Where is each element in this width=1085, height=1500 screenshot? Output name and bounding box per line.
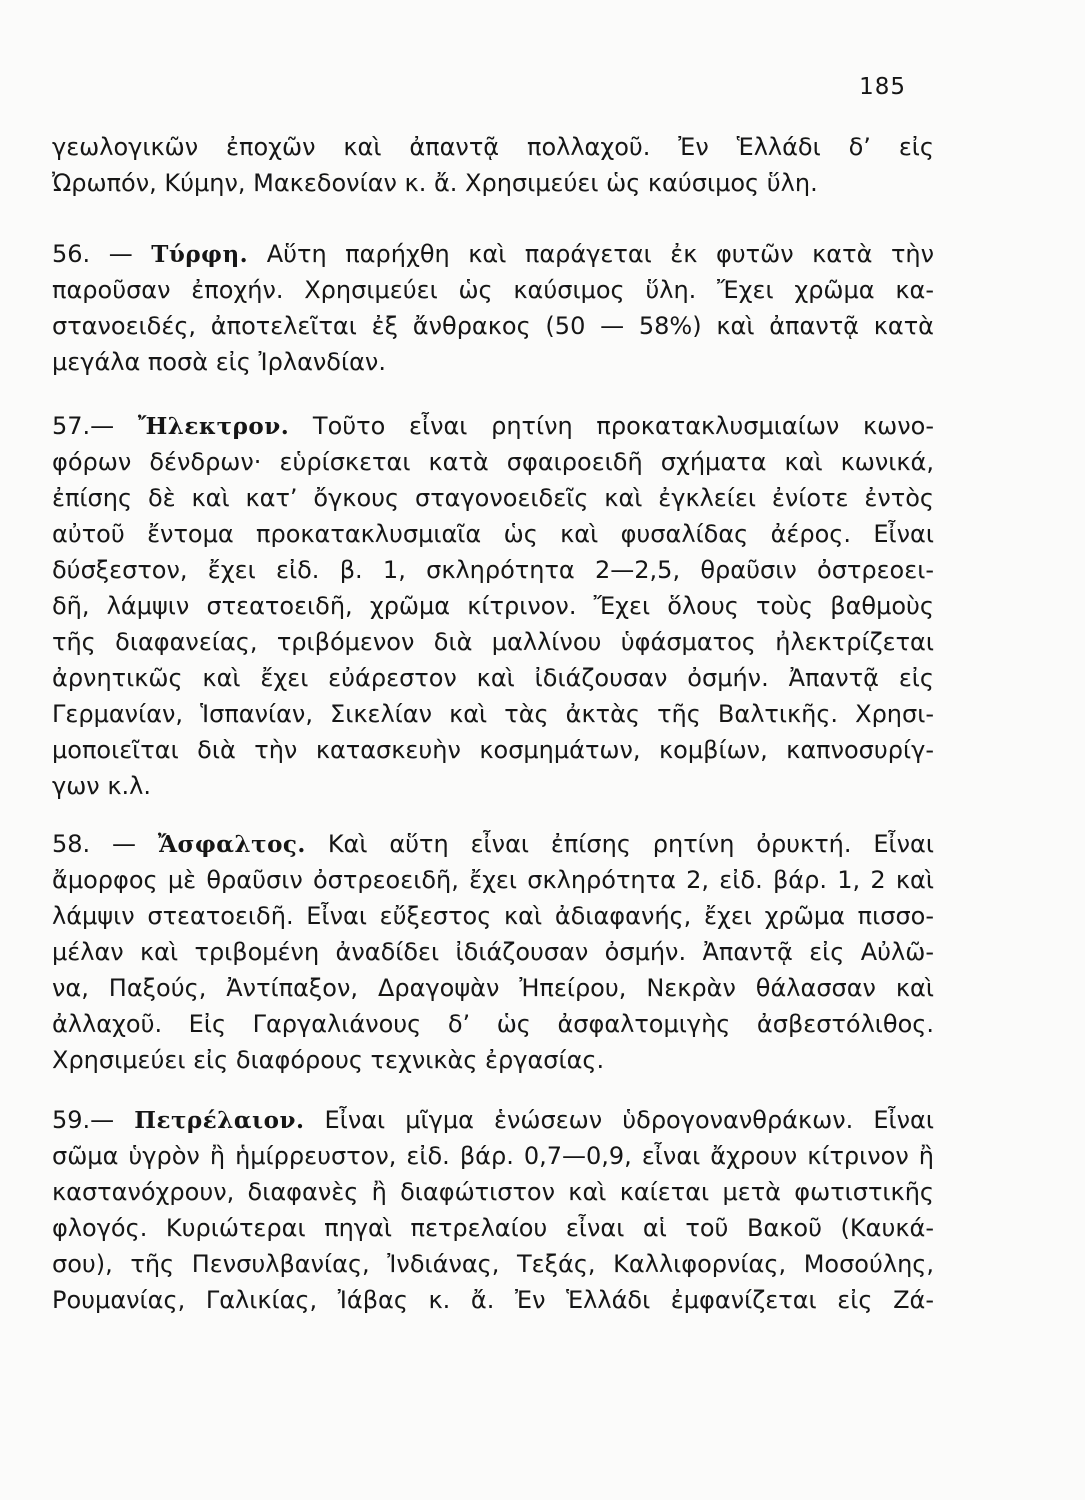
paragraph-line: Γερμανίαν, Ἱσπανίαν, Σικελίαν καὶ τὰς ἀκτὰς τῆς Βαλτικῆς. Χρησι- bbox=[52, 700, 934, 728]
entry-58-asphalt bbox=[52, 826, 934, 1078]
entry-text: Εἶναι μῖγμα ἑνώσεων ὑδρογονανθράκων. Εἶναι bbox=[324, 1106, 934, 1134]
paragraph-line: λάμψιν στεατοειδῆ. Εἶναι εὔξεστος καὶ ἀδιαφανής, ἔχει χρῶμα πισσο- bbox=[52, 902, 934, 930]
entry-first-line bbox=[52, 1102, 934, 1138]
paragraph-line: Ὠρωπόν, Κύμην, Μακεδονίαν κ. ἄ. Χρησιμεύει ὡς καύσιμος ὕλη. bbox=[52, 169, 818, 197]
paragraph-line: δύσξεστον, ἔχει εἰδ. β. 1, σκληρότητα 2—2,5, θραῦσιν ὀστρεοει- bbox=[52, 556, 934, 584]
paragraph-line: ἐπίσης δὲ καὶ κατ’ ὄγκους σταγονοειδεῖς καὶ ἐγκλείει ἐνίοτε ἐντὸς bbox=[52, 484, 934, 512]
page-number: 185 bbox=[859, 74, 906, 100]
entry-number: 58. — bbox=[52, 830, 137, 858]
entry-number: 59.— bbox=[52, 1106, 115, 1134]
entry-text: Τοῦτο εἶναι ρητίνη προκατακλυσμιαίων κωνο- bbox=[312, 412, 934, 440]
paragraph-line: ἄμορφος μὲ θραῦσιν ὀστρεοειδῆ, ἔχει σκληρότητα 2, εἰδ. βάρ. 1, 2 καὶ bbox=[52, 866, 934, 894]
entry-title: Τύρφη. bbox=[151, 241, 249, 268]
entry-title: Ἤλεκτρον. bbox=[137, 413, 290, 440]
paragraph-line: τῆς διαφανείας, τριβόμενον διὰ μαλλίνου ὑφάσματος ἠλεκτρίζεται bbox=[52, 628, 934, 656]
paragraph-line: δῆ, λάμψιν στεατοειδῆ, χρῶμα κίτρινον. Ἔχει ὅλους τοὺς βαθμοὺς bbox=[52, 592, 934, 620]
paragraph-line: σῶμα ὑγρὸν ἢ ἡμίρρευστον, εἰδ. βάρ. 0,7—0,9, εἶναι ἄχρουν κίτρινον ἢ bbox=[52, 1142, 934, 1170]
paragraph-line: στανοειδές, ἀποτελεῖται ἐξ ἄνθρακος (50 — 58%) καὶ ἀπαντᾷ κατὰ bbox=[52, 312, 934, 340]
entry-first-line bbox=[52, 408, 934, 444]
paragraph-line: αὐτοῦ ἔντομα προκατακλυσμιαῖα ὡς καὶ φυσαλίδας ἀέρος. Εἶναι bbox=[52, 520, 934, 548]
paragraph-line: ἀρνητικῶς καὶ ἔχει εὐάρεστον καὶ ἰδιάζουσαν ὀσμήν. Ἀπαντᾷ εἰς bbox=[52, 664, 934, 692]
entry-title: Ἄσφαλτος. bbox=[157, 831, 306, 858]
entry-text: Καὶ αὕτη εἶναι ἐπίσης ρητίνη ὀρυκτή. Εἶναι bbox=[327, 830, 934, 858]
paragraph-line: Χρησιμεύει εἰς διαφόρους τεχνικὰς ἐργασίας. bbox=[52, 1046, 605, 1074]
paragraph-line: μεγάλα ποσὰ εἰς Ἰρλανδίαν. bbox=[52, 348, 386, 376]
entry-number: 56. — bbox=[52, 240, 133, 268]
entry-first-line bbox=[52, 236, 934, 272]
entry-56-peat bbox=[52, 236, 934, 380]
intro-paragraph bbox=[52, 129, 934, 201]
paragraph-line: φλογός. Κυριώτεραι πηγαὶ πετρελαίου εἶναι αἱ τοῦ Βακοῦ (Καυκά- bbox=[52, 1214, 934, 1242]
paragraph-line: σου), τῆς Πενσυλβανίας, Ἰνδιάνας, Τεξάς, Καλλιφορνίας, Μοσούλης, bbox=[52, 1250, 934, 1278]
paragraph-line: μοποιεῖται διὰ τὴν κατασκευὴν κοσμημάτων, κομβίων, καπνοσυρίγ- bbox=[52, 736, 934, 764]
paragraph-line: Ρουμανίας, Γαλικίας, Ἰάβας κ. ἄ. Ἐν Ἑλλάδι ἐμφανίζεται εἰς Ζά- bbox=[52, 1286, 934, 1314]
entry-title: Πετρέλαιον. bbox=[134, 1107, 305, 1134]
entry-number: 57.— bbox=[52, 412, 115, 440]
paragraph-line: ἀλλαχοῦ. Εἰς Γαργαλιάνους δ’ ὡς ἀσφαλτομιγὴς ἀσβεστόλιθος. bbox=[52, 1010, 934, 1038]
entry-text: Αὕτη παρήχθη καὶ παράγεται ἐκ φυτῶν κατὰ τὴν bbox=[266, 240, 935, 268]
paragraph-line: μέλαν καὶ τριβομένη ἀναδίδει ἰδιάζουσαν ὀσμήν. Ἀπαντᾷ εἰς Αὐλῶ- bbox=[52, 938, 934, 966]
entry-59-petroleum bbox=[52, 1102, 934, 1318]
paragraph-line: να, Παξούς, Ἀντίπαξον, Δραγοψὰν Ἠπείρου, Νεκρὰν θάλασσαν καὶ bbox=[52, 974, 934, 1002]
entry-first-line bbox=[52, 826, 934, 862]
paragraph-line: παροῦσαν ἐποχήν. Χρησιμεύει ὡς καύσιμος ὕλη. Ἔχει χρῶμα κα- bbox=[52, 276, 934, 304]
paragraph-line: φόρων δένδρων· εὑρίσκεται κατὰ σφαιροειδῆ σχήματα καὶ κωνικά, bbox=[52, 448, 934, 476]
paragraph-line: γεωλογικῶν ἐποχῶν καὶ ἀπαντᾷ πολλαχοῦ. Ἐν Ἑλλάδι δ’ εἰς bbox=[52, 133, 934, 161]
paragraph-line: γων κ.λ. bbox=[52, 772, 151, 800]
entry-57-amber bbox=[52, 408, 934, 804]
paragraph-line: καστανόχρουν, διαφανὲς ἢ διαφώτιστον καὶ καίεται μετὰ φωτιστικῆς bbox=[52, 1178, 934, 1206]
